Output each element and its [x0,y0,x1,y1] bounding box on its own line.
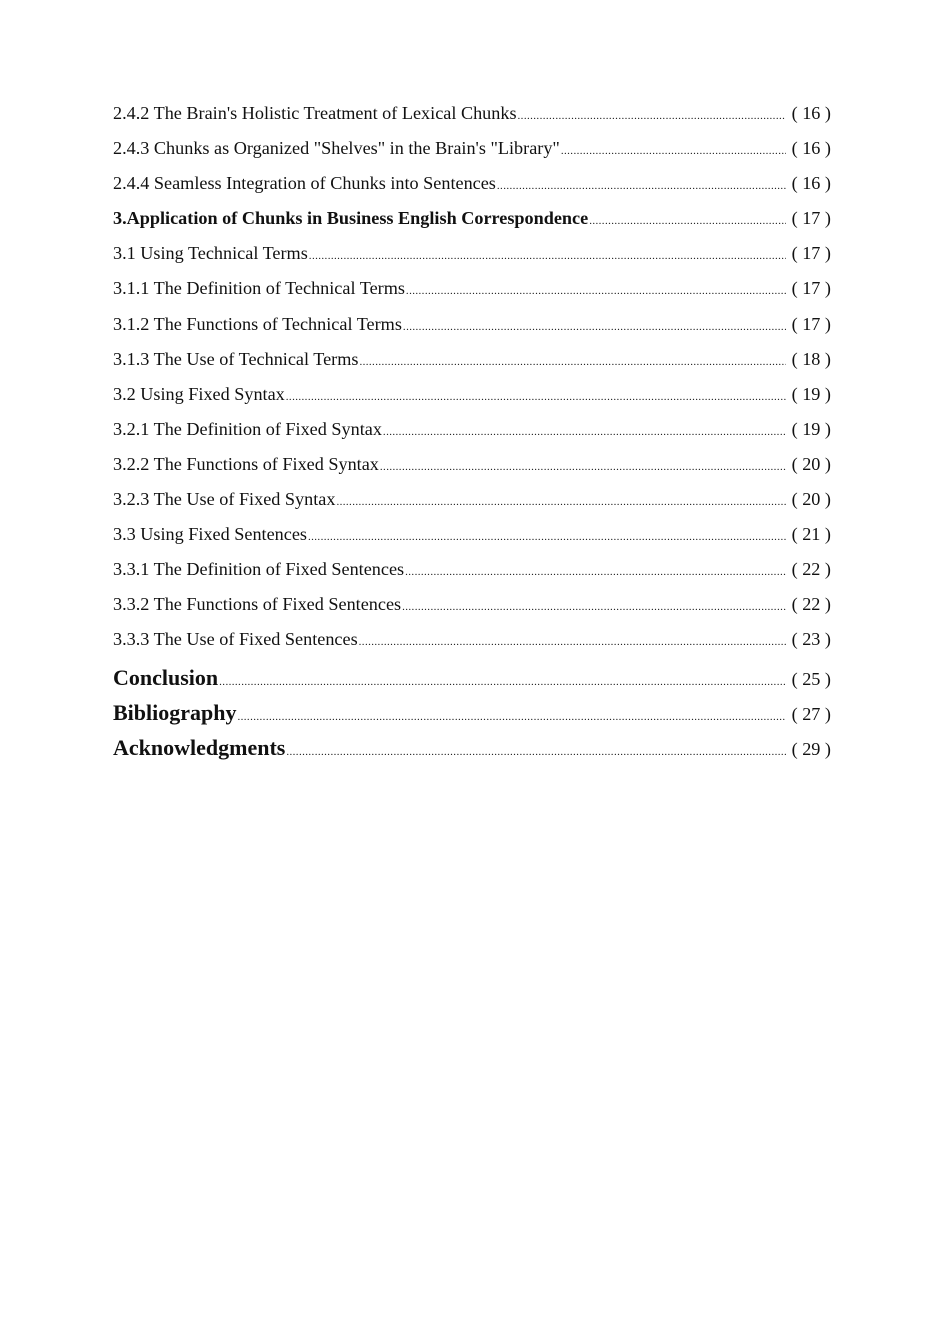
toc-entry-page: ( 20 ) [791,453,831,474]
toc-entry-title: 2.4.4 Seamless Integration of Chunks into Sentences [113,173,496,194]
toc-entry-title: 3.3.3 The Use of Fixed Sentences [113,629,358,650]
toc-entry-title: Acknowledgments [113,734,286,760]
toc-entry-title: 3.2.2 The Functions of Fixed Syntax [113,453,379,474]
toc-entry-title: 3.3.2 The Functions of Fixed Sentences [113,594,402,615]
toc-entry-title: 3.1.3 The Use of Technical Terms [113,348,359,369]
toc-entry-page: ( 23 ) [791,629,831,650]
toc-dot-leader [405,566,785,578]
toc-dot-leader [286,391,786,403]
toc-entry-title: 2.4.3 Chunks as Organized "Shelves" in the Brain's "Library" [113,138,560,159]
toc-entry-page: ( 20 ) [791,489,831,510]
toc-entry-page: ( 16 ) [791,138,831,159]
toc-major-entry[interactable] [113,700,831,735]
toc-entry-title: 3.1 Using Technical Terms [113,243,308,264]
toc-entry[interactable] [113,173,831,208]
toc-entry[interactable] [113,629,831,664]
toc-entry-page: ( 16 ) [791,173,831,194]
toc-entry[interactable] [113,559,831,594]
toc-dot-leader [561,145,786,157]
toc-entry-title: 3.2 Using Fixed Syntax [113,383,285,404]
toc-entry-title: 3.3 Using Fixed Sentences [113,524,307,545]
toc-entry-page: ( 17 ) [791,243,831,264]
toc-dot-leader [497,180,786,192]
toc-entry-page: ( 17 ) [791,208,831,229]
toc-entry[interactable] [113,349,831,384]
toc-entry-page: ( 19 ) [791,383,831,404]
toc-dot-leader [518,110,786,122]
toc-entry[interactable] [113,138,831,173]
toc-entry-page: ( 21 ) [791,524,831,545]
toc-dot-leader [402,601,785,613]
toc-entry-page: ( 16 ) [791,103,831,123]
toc-entry[interactable] [113,243,831,278]
toc-entry-page: ( 19 ) [791,418,831,439]
toc-entry-title: Bibliography [113,699,237,725]
toc-entry[interactable] [113,524,831,559]
toc-major-entry[interactable] [113,665,831,700]
toc-entry[interactable] [113,314,831,349]
toc-entry-title: 3.2.1 The Definition of Fixed Syntax [113,418,382,439]
toc-entry-title: Conclusion [113,664,219,690]
toc-entry-page: ( 25 ) [791,668,831,689]
toc-dot-leader [403,321,786,333]
toc-entry-title: 3.1.1 The Definition of Technical Terms [113,278,405,299]
toc-entry-page: ( 18 ) [791,348,831,369]
toc-entry[interactable] [113,103,831,138]
toc-dot-leader [336,496,785,508]
toc-entry[interactable] [113,489,831,524]
toc-dot-leader [359,356,785,368]
toc-entry-title: 2.4.2 The Brain's Holistic Treatment of Lexical Chunks [113,103,517,123]
toc-entry[interactable] [113,278,831,313]
toc-major-entry[interactable] [113,735,831,770]
toc-dot-leader [383,426,786,438]
toc-dot-leader [286,746,785,758]
toc-entry[interactable] [113,419,831,454]
toc-entry-title: 3.3.1 The Definition of Fixed Sentences [113,559,405,580]
toc-chapter-entry[interactable] [113,208,831,243]
toc-entry-title: 3.1.2 The Functions of Technical Terms [113,313,402,334]
toc-entry-page: ( 22 ) [791,594,831,615]
toc-entry-page: ( 22 ) [791,559,831,580]
toc-entry-page: ( 29 ) [791,738,831,759]
toc-dot-leader [308,531,786,543]
toc-dot-leader [309,250,786,262]
toc-entry[interactable] [113,384,831,419]
toc-entry-title: 3.2.3 The Use of Fixed Syntax [113,489,336,510]
toc-entry-page: ( 17 ) [791,278,831,299]
toc-dot-leader [406,285,786,297]
toc-dot-leader [380,461,786,473]
toc-entry[interactable] [113,454,831,489]
toc-entry[interactable] [113,594,831,629]
toc-entry-title: 3.Application of Chunks in Business English Correspondence [113,208,589,229]
toc-dot-leader [219,676,785,688]
toc-dot-leader [589,215,785,227]
table-of-contents [113,103,831,770]
toc-dot-leader [237,711,785,723]
toc-entry-page: ( 27 ) [791,703,831,724]
toc-entry-page: ( 17 ) [791,313,831,334]
toc-dot-leader [359,636,786,648]
